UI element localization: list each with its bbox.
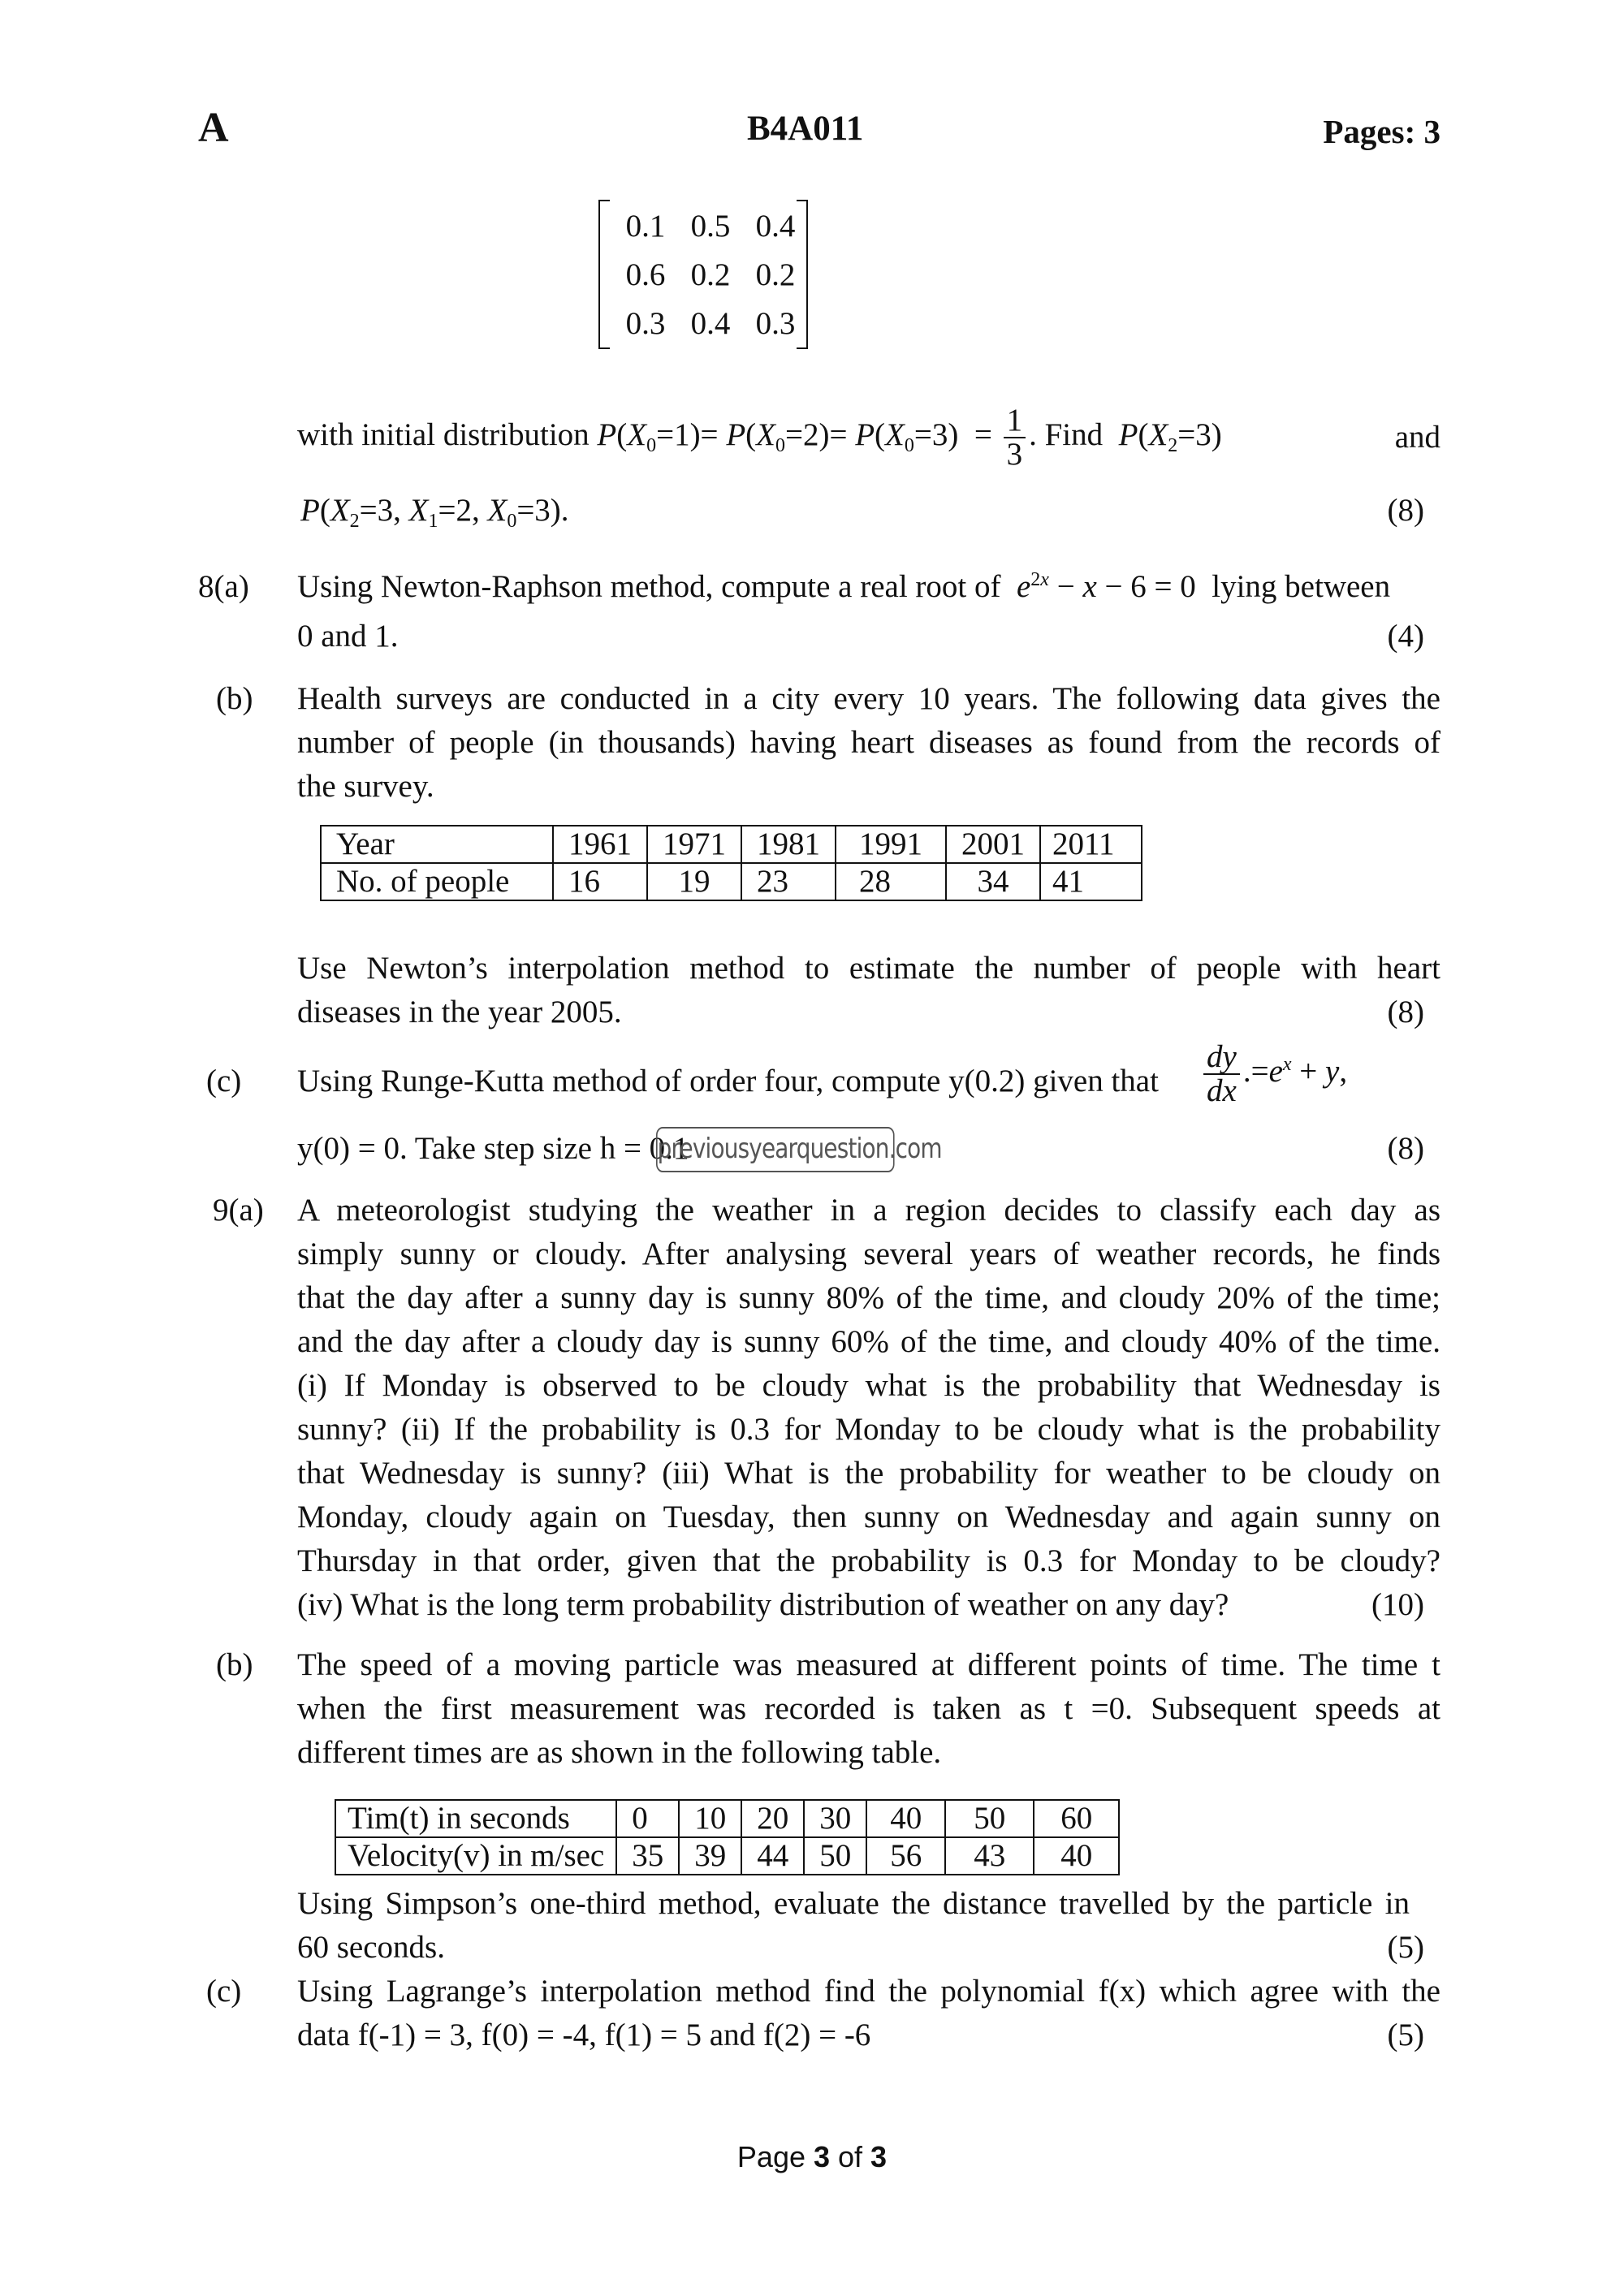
q9c-line: data f(-1) = 3, f(0) = -4, f(1) = 5 and f(2) = -6 bbox=[297, 2018, 871, 2052]
q9b-line: different times are as shown in the following table. bbox=[297, 1735, 942, 1770]
table-cell: 35 bbox=[616, 1837, 679, 1875]
matrix-right-bracket bbox=[797, 200, 808, 349]
q8b-line: number of people (in thousands) having heart diseases as found from the records of bbox=[297, 725, 1440, 760]
q8a-line2: 0 and 1. bbox=[297, 619, 399, 654]
table-cell: 1991 bbox=[836, 826, 946, 863]
q8b-line: Health surveys are conducted in a city every 10 years. The following data gives the bbox=[297, 681, 1440, 716]
footer-prefix: Page bbox=[736, 2140, 814, 2173]
q8c-text: Using Runge-Kutta method of order four, compute y(0.2) given that bbox=[297, 1064, 1159, 1098]
q7-joint-formula: $P(X_2=3$, $X_1=2$, $X_0=3$). bbox=[300, 493, 569, 532]
table-row bbox=[321, 863, 1142, 900]
q8a-label: 8(a) bbox=[198, 569, 249, 604]
table-cell: 1961 bbox=[553, 826, 647, 863]
q9a-line: (iv) What is the long term probability distribution of weather on any day? bbox=[297, 1587, 1229, 1622]
q9b-label: (b) bbox=[216, 1647, 253, 1682]
table-cell: 40 bbox=[866, 1800, 945, 1837]
table-header-cell: Velocity(v) in m/sec bbox=[335, 1837, 616, 1875]
q8c-line2: y(0) = 0. Take step size h = 0.1 bbox=[297, 1131, 689, 1166]
matrix-cell: 0.5 bbox=[690, 208, 731, 244]
q9c-marks: (5) bbox=[1387, 2018, 1424, 2052]
q9b-after-line: 60 seconds. bbox=[297, 1930, 445, 1965]
matrix-cell: 0.3 bbox=[625, 305, 666, 341]
q9b-line: The speed of a moving particle was measured at different points of time. The time t bbox=[297, 1647, 1440, 1682]
q8a-equation: $e^{2x} - x - 6 = 0$ bbox=[1016, 569, 1204, 604]
transition-matrix bbox=[598, 200, 808, 349]
page-count: Pages: 3 bbox=[1323, 113, 1440, 150]
table-cell: 16 bbox=[553, 863, 647, 900]
q9a-label: 9(a) bbox=[213, 1193, 264, 1228]
table-cell: 44 bbox=[741, 1837, 804, 1875]
q8b-marks: (8) bbox=[1387, 995, 1424, 1029]
table-cell: 41 bbox=[1040, 863, 1142, 900]
exam-set-letter: A bbox=[198, 105, 229, 151]
table-cell: 43 bbox=[945, 1837, 1034, 1875]
q8a-text: Using Newton-Raphson method, compute a real root of bbox=[297, 569, 1001, 604]
table-cell: 2011 bbox=[1040, 826, 1142, 863]
q9a-line: (i) If Monday is observed to be cloudy what is the probability that Wednesday is bbox=[297, 1368, 1440, 1403]
table-header-cell: Year bbox=[321, 826, 553, 863]
q8a-marks: (4) bbox=[1387, 619, 1424, 654]
matrix-cell: 0.6 bbox=[625, 257, 666, 292]
q9a-line: that the day after a sunny day is sunny 80% of the time, and cloudy 20% of the time; bbox=[297, 1280, 1440, 1315]
q9a-marks: (10) bbox=[1371, 1587, 1424, 1622]
matrix-cell: 0.3 bbox=[755, 305, 796, 341]
q9c-label: (c) bbox=[206, 1974, 242, 2009]
q9a-line: that Wednesday is sunny? (iii) What is the probability for weather to be cloudy on bbox=[297, 1456, 1440, 1491]
table-header-cell: Tim(t) in seconds bbox=[335, 1800, 616, 1837]
q8c-ode: $\frac{dy}{dx}$ $.=e^x + y$, bbox=[1200, 1041, 1444, 1114]
table-row bbox=[335, 1837, 1119, 1875]
table-header-cell: No. of people bbox=[321, 863, 553, 900]
table-cell: 50 bbox=[945, 1800, 1034, 1837]
matrix-cell: 0.4 bbox=[755, 208, 796, 244]
matrix-left-bracket bbox=[598, 200, 610, 349]
q7-line1 bbox=[297, 403, 1402, 472]
table-cell: 28 bbox=[836, 863, 946, 900]
table-cell: 50 bbox=[804, 1837, 866, 1875]
q9a-line: and the day after a cloudy day is sunny 60% of the time, and cloudy 40% of the time. bbox=[297, 1324, 1440, 1359]
page-footer bbox=[0, 2140, 1624, 2174]
table-row bbox=[335, 1800, 1119, 1837]
matrix-cell: 0.4 bbox=[690, 305, 731, 341]
table-cell: 1971 bbox=[647, 826, 741, 863]
q8b-after-line: Use Newton’s interpolation method to estimate the number of people with heart bbox=[297, 951, 1440, 986]
q9a-line: Monday, cloudy again on Tuesday, then sunny on Wednesday and again sunny on bbox=[297, 1500, 1440, 1534]
q7-find-formula: $P(X_2=3)$ bbox=[1118, 416, 1222, 456]
watermark-stamp: previousyearquestion.com bbox=[656, 1127, 895, 1172]
q8b-label: (b) bbox=[216, 681, 253, 716]
table-cell: 0 bbox=[616, 1800, 679, 1837]
table-cell: 56 bbox=[866, 1837, 945, 1875]
table-cell: 23 bbox=[741, 863, 836, 900]
q8a-line1 bbox=[297, 565, 1440, 609]
q7-and: and bbox=[1394, 420, 1440, 455]
q7-text: with initial distribution bbox=[297, 416, 590, 452]
matrix-grid bbox=[613, 201, 808, 347]
heart-disease-table bbox=[320, 825, 1142, 901]
q8a-text-after: lying between bbox=[1212, 569, 1391, 604]
q8b-after-line: diseases in the year 2005. bbox=[297, 995, 622, 1029]
paper-code: B4A011 bbox=[747, 110, 864, 148]
q7-initial-distribution-formula: $P(X_0=1)= P(X_0=2)= P(X_0=3)$ = bbox=[597, 416, 992, 456]
q7-find: . Find bbox=[1029, 416, 1104, 452]
table-cell: 10 bbox=[679, 1800, 741, 1837]
table-row bbox=[321, 826, 1142, 863]
matrix-cell: 0.2 bbox=[755, 257, 796, 292]
matrix-cell: 0.1 bbox=[625, 208, 666, 244]
footer-mid: of bbox=[830, 2140, 871, 2173]
q8b-line: the survey. bbox=[297, 769, 434, 804]
footer-current-page: 3 bbox=[813, 2140, 831, 2173]
one-third-fraction: $\frac{1}{3}$ bbox=[1004, 404, 1026, 471]
table-cell: 19 bbox=[647, 863, 741, 900]
q9c-line: Using Lagrange’s interpolation method find the polynomial f(x) which agree with the bbox=[297, 1974, 1440, 2009]
table-cell: 60 bbox=[1034, 1800, 1119, 1837]
table-cell: 30 bbox=[804, 1800, 866, 1837]
table-cell: 40 bbox=[1034, 1837, 1119, 1875]
table-cell: 1981 bbox=[741, 826, 836, 863]
q9b-after-line: Using Simpson’s one-third method, evaluate the distance travelled by the particle in bbox=[297, 1886, 1410, 1921]
table-cell: 20 bbox=[741, 1800, 804, 1837]
dy-dx-fraction: $\frac{dy}{dx}$ bbox=[1203, 1041, 1240, 1107]
velocity-table bbox=[335, 1799, 1120, 1875]
matrix-cell: 0.2 bbox=[690, 257, 731, 292]
q9b-marks: (5) bbox=[1387, 1930, 1424, 1965]
q9a-line: A meteorologist studying the weather in a region decides to classify each day as bbox=[297, 1193, 1440, 1228]
q9a-line: simply sunny or cloudy. After analysing several years of weather records, he finds bbox=[297, 1236, 1440, 1271]
q8c-label: (c) bbox=[206, 1064, 242, 1098]
q9a-line: sunny? (ii) If the probability is 0.3 for Monday to be cloudy what is the probability bbox=[297, 1412, 1440, 1447]
q9b-line: when the first measurement was recorded is taken as t =0. Subsequent speeds at bbox=[297, 1691, 1440, 1726]
footer-total-pages: 3 bbox=[870, 2140, 888, 2173]
q8c-marks: (8) bbox=[1387, 1131, 1424, 1166]
q7-marks: (8) bbox=[1387, 493, 1424, 528]
table-cell: 2001 bbox=[946, 826, 1040, 863]
table-cell: 39 bbox=[679, 1837, 741, 1875]
table-cell: 34 bbox=[946, 863, 1040, 900]
q9a-line: Thursday in that order, given that the probability is 0.3 for Monday to be cloudy? bbox=[297, 1543, 1440, 1578]
